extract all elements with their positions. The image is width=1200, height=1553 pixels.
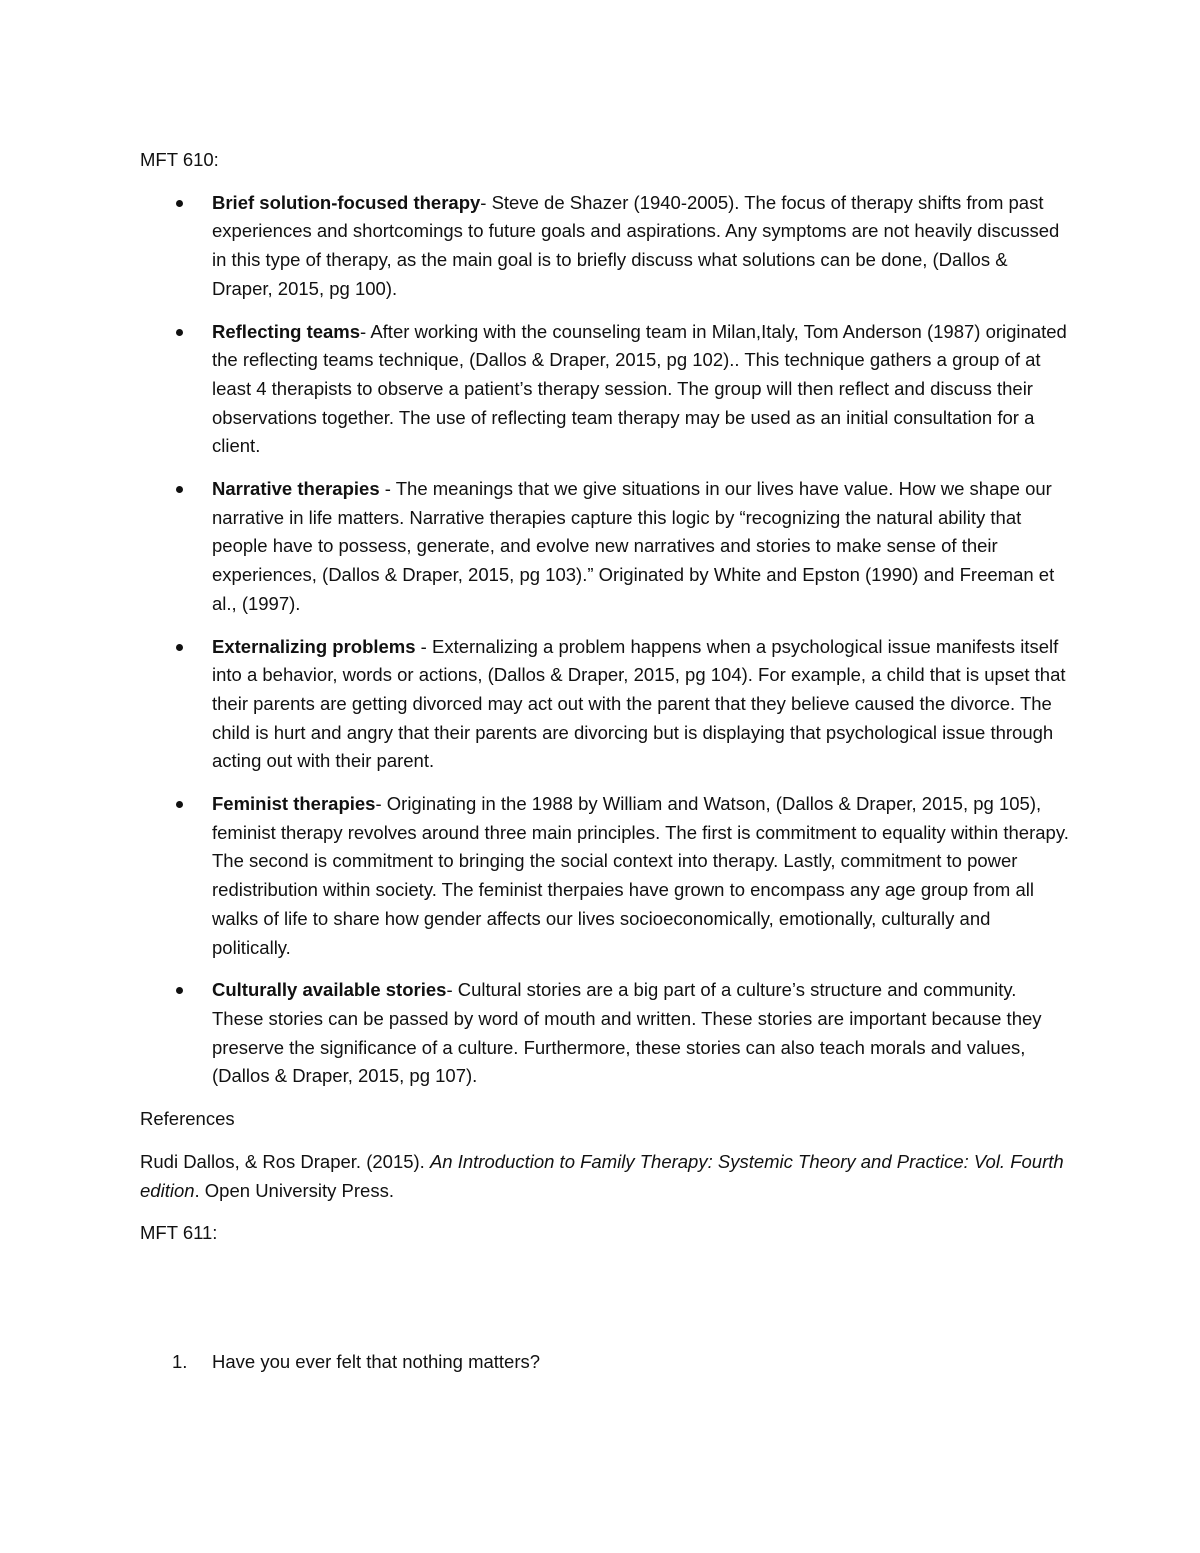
question-list	[140, 1348, 1070, 1377]
bullet-item-culturally-available-stories	[140, 976, 1070, 1091]
bullet-term: Culturally available stories	[212, 979, 447, 1001]
bullet-icon	[176, 329, 183, 336]
bullet-term: Narrative therapies	[212, 478, 380, 500]
bullet-item-externalizing-problems	[140, 633, 1070, 777]
section-heading-mft-611: MFT 611:	[140, 1222, 218, 1244]
question-text: Have you ever felt that nothing matters?	[212, 1350, 541, 1372]
reference-entry	[140, 1148, 1070, 1205]
reference-authors: Rudi Dallos, & Ros Draper. (2015).	[140, 1150, 430, 1172]
bullet-item-feminist-therapies	[140, 790, 1070, 962]
bullet-term: Feminist therapies	[212, 793, 376, 815]
bullet-icon	[176, 987, 183, 994]
bullet-icon	[176, 486, 183, 493]
bullet-icon	[176, 801, 183, 808]
section-heading-mft-610: MFT 610:	[140, 149, 219, 170]
bullet-text: - Steve de Shazer (1940-2005). The focus of therapy shifts from past experiences and shortcomings to future goals and aspirations. Any symptoms are not heavily discussed in this type of therapy, as the main goal is to briefly discuss what solutions can be done, (Dallos & Draper, 2015, pg 100).	[212, 191, 1060, 299]
therapy-bullet-list	[140, 189, 1070, 1091]
bullet-text: - Originating in the 1988 by William and Watson, (Dallos & Draper, 2015, pg 105), feminist therapy revolves around three main principles. The first is commitment to equality within therapy. The second is commitment to bringing the social context into therapy. Lastly, commitment to power redistribution within society. The feminist therpaies have grown to encompass any age group from all walks of life to share how gender affects our lives socioeconomically, emotionally, culturally and politically.	[212, 793, 1069, 958]
question-number: 1.	[172, 1350, 188, 1372]
bullet-text: - Cultural stories are a big part of a culture’s structure and community. These stories can be passed by word of mouth and written. These stories are important because they preserve the significance of a culture. Furthermore, these stories can also teach morals and values, (Dallos & Draper, 2015, pg 107).	[212, 979, 1042, 1087]
bullet-term: Reflecting teams	[212, 320, 361, 342]
bullet-icon	[176, 200, 183, 207]
bullet-text: - The meanings that we give situations in our lives have value. How we shape our narrative in life matters. Narrative therapies capture this logic by “recognizing the natural ability that people have to possess, generate, and evolve new narratives and stories to make sense of their experiences, (Dallos & Draper, 2015, pg 103).” Originated by White and Epston (1990) and Freeman et al., (1997).	[212, 478, 1055, 614]
bullet-item-reflecting-teams	[140, 318, 1070, 462]
reference-publisher: . Open University Press.	[194, 1179, 394, 1201]
question-item	[140, 1348, 1070, 1377]
bullet-text: - Externalizing a problem happens when a psychological issue manifests itself into a behavior, words or actions, (Dallos & Draper, 2015, pg 104). For example, a child that is upset that their parents are getting divorced may act out with the parent that they believe caused the divorce. The child is hurt and angry that their parents are divorcing but is displaying that psychological issue through acting out with their parent.	[212, 635, 1066, 772]
blank-space	[140, 1262, 1070, 1348]
reference-title: An Introduction to Family Therapy: Systemic Theory and Practice: Vol. Fourth edition	[140, 1150, 1064, 1201]
document-body	[140, 146, 1070, 1377]
bullet-icon	[176, 644, 183, 651]
bullet-text: - After working with the counseling team in Milan,Italy, Tom Anderson (1987) originated the reflecting teams technique, (Dallos & Draper, 2015, pg 102).. This technique gathers a group of at least 4 therapists to observe a patient’s therapy session. The group will then reflect and discuss their observations together. The use of reflecting team therapy may be used as an initial consultation for a client.	[212, 320, 1067, 457]
references-heading: References	[140, 1108, 235, 1130]
bullet-term: Externalizing problems	[212, 635, 416, 657]
bullet-term: Brief solution-focused therapy	[212, 191, 481, 213]
bullet-item-narrative-therapies	[140, 475, 1070, 619]
bullet-item-brief-solution-focused	[140, 189, 1070, 304]
